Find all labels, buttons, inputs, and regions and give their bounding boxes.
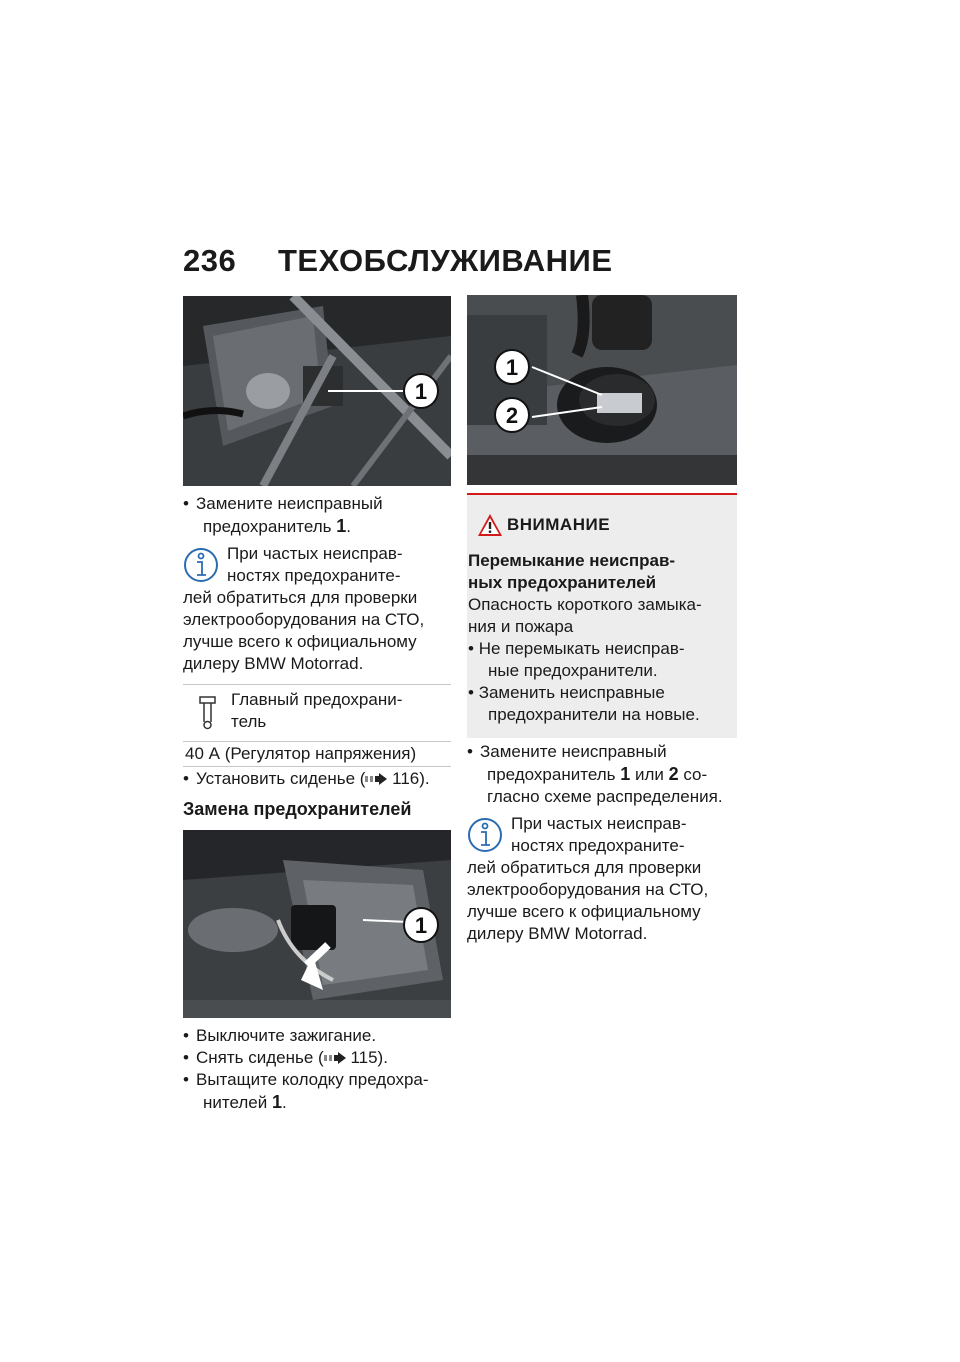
page-reference-arrow-icon	[324, 1048, 346, 1070]
page-reference-arrow-icon	[365, 769, 387, 791]
bullet-replace-fuses: • Замените неисправный предохранитель 1 или 2 со- гласно схеме распределения.	[467, 741, 737, 808]
punct: .	[281, 1093, 287, 1112]
note-line: лучше всего к официальному	[183, 632, 417, 651]
punct: .	[346, 517, 351, 536]
page-number: 236	[183, 243, 237, 278]
fuse-holder-photo	[183, 830, 451, 1018]
info-note	[183, 543, 451, 675]
bullet-remove-seat: • Снять сиденье ( 115).	[183, 1047, 451, 1070]
note-line: электрооборудования на СТО,	[467, 880, 709, 899]
bullet-text: Замените неисправный	[480, 742, 667, 761]
page-ref: 115).	[350, 1048, 388, 1067]
bullet-ignition-off: • Выключите зажигание.	[183, 1025, 451, 1047]
ref-number: 1	[620, 764, 631, 784]
fuse-spec-table	[183, 684, 451, 767]
warning-text-line: Опасность короткого замыка-	[468, 595, 702, 614]
page-header	[183, 243, 613, 279]
fuse-detail-photo	[467, 295, 737, 485]
warning-item-text: ные предохранители.	[488, 661, 658, 680]
page-title: ТЕХОБСЛУЖИВАНИЕ	[278, 243, 613, 278]
battery-fuse-photo	[183, 296, 451, 486]
photo-label: 1	[414, 379, 428, 404]
spec-label: Главный предохрани-	[231, 690, 403, 709]
ref-number: 1	[336, 516, 347, 536]
warning-text-line: ния и пожара	[468, 617, 574, 636]
ref-number: 1	[271, 1092, 282, 1112]
bullet-text: гласно схеме распределения.	[487, 787, 723, 806]
warning-text	[468, 594, 736, 638]
warning-item: • Не перемыкать неисправ- ные предохранители.	[468, 638, 736, 682]
bullet-replace-fuse: • Замените неисправный предохранитель 1.	[183, 493, 451, 538]
warning-title: ВНИМАНИЕ	[507, 515, 611, 534]
warning-box	[467, 493, 737, 738]
note-line: дилеру BMW Motorrad.	[467, 924, 648, 943]
note-line: лучше всего к официальному	[467, 902, 701, 921]
warning-item: • Заменить неисправные предохранители на новые.	[468, 682, 736, 726]
note-line: ностях предохраните-	[227, 566, 401, 585]
page-ref: 116).	[392, 769, 430, 788]
warning-heading	[468, 550, 736, 594]
bullet-text: или	[630, 765, 669, 784]
bullet-text: со-	[678, 765, 708, 784]
bullet-text: Выключите зажигание.	[196, 1026, 377, 1045]
photo-label: 1	[505, 355, 519, 380]
note-line: лей обратиться для проверки	[183, 588, 418, 607]
info-note	[467, 813, 737, 945]
photo-label: 2	[505, 403, 519, 428]
spec-value: 40 А (Регулятор напряжения)	[183, 742, 451, 767]
bullet-text: предохранитель	[487, 765, 621, 784]
bullet-text: нителей	[203, 1093, 272, 1112]
note-line: лей обратиться для проверки	[467, 858, 702, 877]
bullet-text: предохранитель	[203, 517, 337, 536]
fuse-icon	[197, 694, 219, 735]
bullet-install-seat: • Установить сиденье ( 116).	[183, 768, 451, 791]
warning-item-text: предохранители на новые.	[488, 705, 700, 724]
spec-label: тель	[231, 712, 267, 731]
warning-heading-line: ных предохранителей	[468, 573, 657, 592]
bullet-pull-fuse-holder: • Вытащите колодку предохра- нителей 1.	[183, 1069, 451, 1114]
section-heading: Замена предохранителей	[183, 799, 412, 819]
warning-item-text: Заменить неисправные	[478, 683, 665, 702]
note-line: ностях предохраните-	[511, 836, 685, 855]
warning-triangle-icon	[477, 513, 503, 542]
photo-label: 1	[414, 913, 428, 938]
note-line: дилеру BMW Motorrad.	[183, 654, 364, 673]
bullet-text: Замените неисправный	[196, 494, 383, 513]
warning-item-text: Не перемыкать неисправ-	[478, 639, 685, 658]
info-icon	[183, 543, 219, 589]
info-icon	[467, 813, 503, 859]
note-line: При частых неисправ-	[227, 544, 403, 563]
bullet-text: Снять сиденье (	[196, 1048, 324, 1067]
bullet-text: Вытащите колодку предохра-	[196, 1070, 429, 1089]
bullet-text: Установить сиденье (	[196, 769, 366, 788]
warning-heading-line: Перемыкание неисправ-	[468, 551, 676, 570]
ref-number: 2	[668, 764, 679, 784]
note-line: При частых неисправ-	[511, 814, 687, 833]
note-line: электрооборудования на СТО,	[183, 610, 425, 629]
